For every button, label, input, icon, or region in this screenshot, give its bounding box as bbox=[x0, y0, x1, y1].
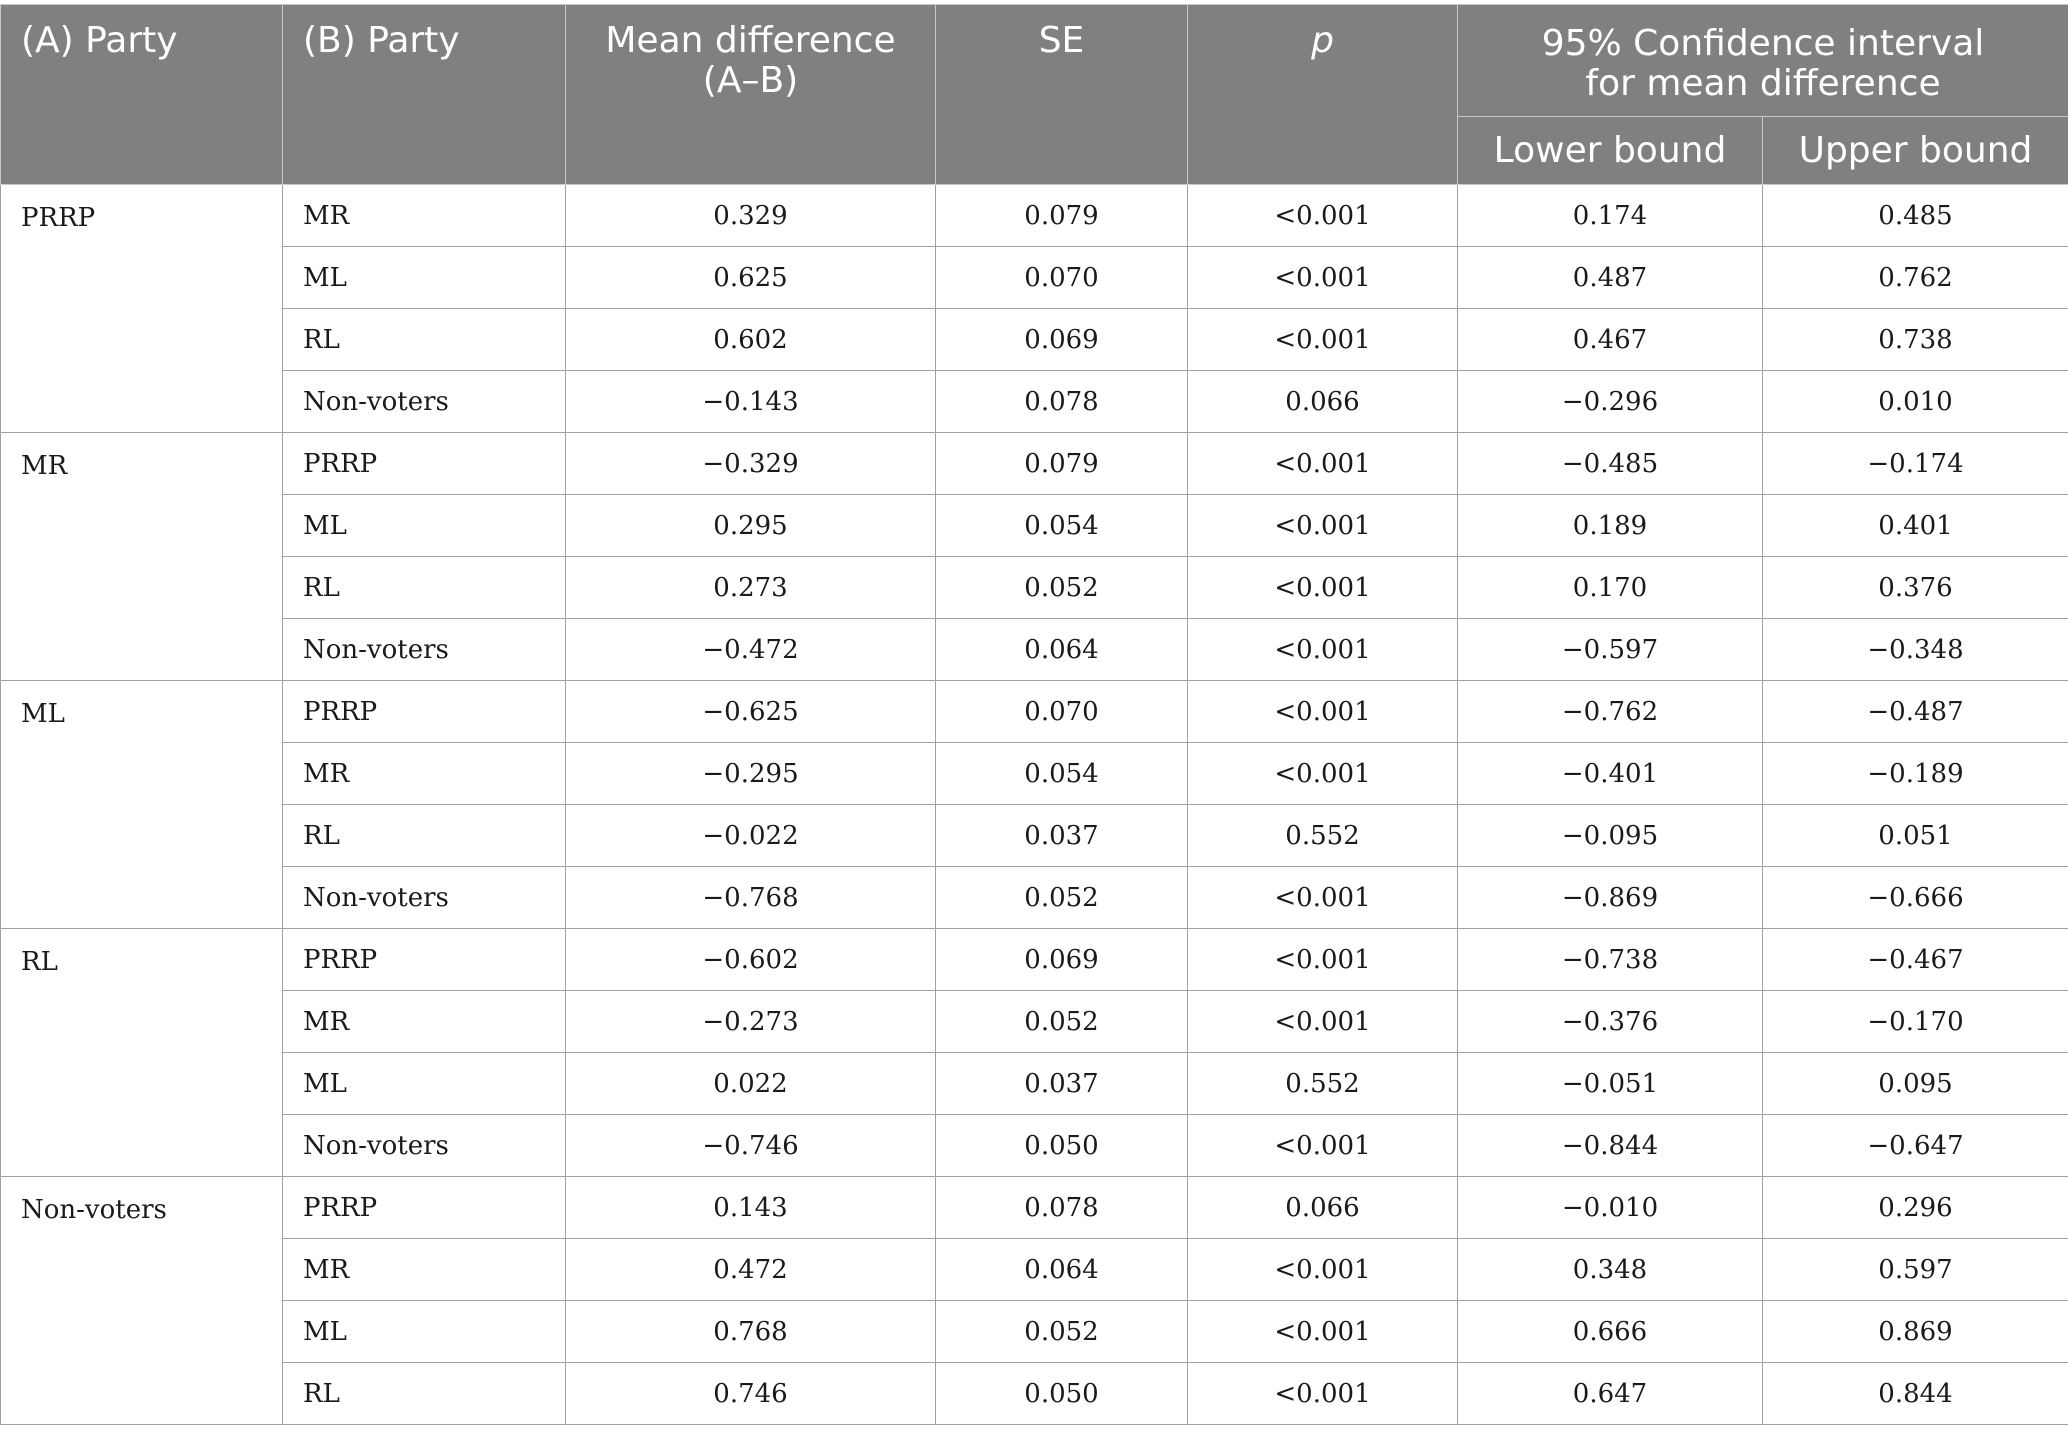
table-row bbox=[1, 1301, 2068, 1363]
mean-difference-cell: −0.472 bbox=[566, 619, 936, 681]
lower-bound-cell: −0.485 bbox=[1458, 433, 1763, 495]
party-b-cell: RL bbox=[283, 1363, 566, 1425]
mean-difference-cell: −0.329 bbox=[566, 433, 936, 495]
upper-bound-cell: −0.666 bbox=[1763, 867, 2068, 929]
se-cell: 0.078 bbox=[936, 371, 1188, 433]
lower-bound-cell: 0.348 bbox=[1458, 1239, 1763, 1301]
party-a-cell: MR bbox=[1, 433, 283, 681]
mean-difference-cell: −0.295 bbox=[566, 743, 936, 805]
p-value-cell: <0.001 bbox=[1188, 1301, 1458, 1363]
party-b-cell: RL bbox=[283, 309, 566, 371]
lower-bound-cell: −0.376 bbox=[1458, 991, 1763, 1053]
upper-bound-cell: 0.738 bbox=[1763, 309, 2068, 371]
table-row bbox=[1, 805, 2068, 867]
se-cell: 0.064 bbox=[936, 619, 1188, 681]
p-value-cell: <0.001 bbox=[1188, 681, 1458, 743]
p-value-cell: <0.001 bbox=[1188, 991, 1458, 1053]
p-value-cell: 0.552 bbox=[1188, 805, 1458, 867]
party-b-cell: MR bbox=[283, 1239, 566, 1301]
se-cell: 0.078 bbox=[936, 1177, 1188, 1239]
party-b-cell: PRRP bbox=[283, 433, 566, 495]
mean-difference-cell: 0.329 bbox=[566, 185, 936, 247]
table-row bbox=[1, 309, 2068, 371]
party-b-cell: MR bbox=[283, 185, 566, 247]
party-b-cell: PRRP bbox=[283, 1177, 566, 1239]
upper-bound-cell: 0.485 bbox=[1763, 185, 2068, 247]
upper-bound-cell: 0.869 bbox=[1763, 1301, 2068, 1363]
p-value-cell: 0.066 bbox=[1188, 371, 1458, 433]
table-row bbox=[1, 247, 2068, 309]
mean-difference-cell: 0.746 bbox=[566, 1363, 936, 1425]
lower-bound-cell: −0.010 bbox=[1458, 1177, 1763, 1239]
lower-bound-cell: 0.467 bbox=[1458, 309, 1763, 371]
table-row bbox=[1, 1239, 2068, 1301]
party-b-cell: RL bbox=[283, 557, 566, 619]
p-value-cell: <0.001 bbox=[1188, 495, 1458, 557]
upper-bound-cell: −0.348 bbox=[1763, 619, 2068, 681]
header-party-a: (A) Party bbox=[1, 5, 283, 185]
party-a-cell: ML bbox=[1, 681, 283, 929]
lower-bound-cell: 0.647 bbox=[1458, 1363, 1763, 1425]
header-confidence-interval-text: 95% Confidence interval for mean difference bbox=[1541, 22, 1985, 104]
table-row bbox=[1, 867, 2068, 929]
party-b-cell: MR bbox=[283, 991, 566, 1053]
upper-bound-cell: −0.170 bbox=[1763, 991, 2068, 1053]
comparison-table bbox=[0, 4, 2068, 1425]
se-cell: 0.052 bbox=[936, 991, 1188, 1053]
mean-difference-cell: −0.602 bbox=[566, 929, 936, 991]
se-cell: 0.070 bbox=[936, 681, 1188, 743]
p-value-cell: <0.001 bbox=[1188, 929, 1458, 991]
table-row bbox=[1, 1363, 2068, 1425]
mean-difference-cell: 0.295 bbox=[566, 495, 936, 557]
upper-bound-cell: 0.051 bbox=[1763, 805, 2068, 867]
p-value-cell: <0.001 bbox=[1188, 1115, 1458, 1177]
lower-bound-cell: −0.597 bbox=[1458, 619, 1763, 681]
mean-difference-cell: 0.625 bbox=[566, 247, 936, 309]
lower-bound-cell: −0.762 bbox=[1458, 681, 1763, 743]
upper-bound-cell: 0.597 bbox=[1763, 1239, 2068, 1301]
party-a-cell: Non-voters bbox=[1, 1177, 283, 1425]
party-b-cell: ML bbox=[283, 1053, 566, 1115]
lower-bound-cell: −0.738 bbox=[1458, 929, 1763, 991]
party-a-cell: PRRP bbox=[1, 185, 283, 433]
lower-bound-cell: −0.051 bbox=[1458, 1053, 1763, 1115]
lower-bound-cell: −0.844 bbox=[1458, 1115, 1763, 1177]
lower-bound-cell: 0.666 bbox=[1458, 1301, 1763, 1363]
p-value-cell: <0.001 bbox=[1188, 433, 1458, 495]
se-cell: 0.069 bbox=[936, 309, 1188, 371]
mean-difference-cell: −0.768 bbox=[566, 867, 936, 929]
party-b-cell: MR bbox=[283, 743, 566, 805]
upper-bound-cell: 0.296 bbox=[1763, 1177, 2068, 1239]
p-value-cell: <0.001 bbox=[1188, 247, 1458, 309]
se-cell: 0.064 bbox=[936, 1239, 1188, 1301]
header-mean-difference bbox=[566, 5, 936, 185]
se-cell: 0.050 bbox=[936, 1115, 1188, 1177]
p-value-cell: <0.001 bbox=[1188, 619, 1458, 681]
p-value-cell: <0.001 bbox=[1188, 309, 1458, 371]
mean-difference-cell: −0.143 bbox=[566, 371, 936, 433]
mean-difference-cell: −0.273 bbox=[566, 991, 936, 1053]
party-b-cell: ML bbox=[283, 247, 566, 309]
lower-bound-cell: −0.296 bbox=[1458, 371, 1763, 433]
se-cell: 0.052 bbox=[936, 557, 1188, 619]
header-lower-bound: Lower bound bbox=[1458, 117, 1763, 185]
upper-bound-cell: −0.174 bbox=[1763, 433, 2068, 495]
upper-bound-cell: −0.647 bbox=[1763, 1115, 2068, 1177]
mean-difference-cell: −0.022 bbox=[566, 805, 936, 867]
party-b-cell: ML bbox=[283, 495, 566, 557]
mean-difference-cell: 0.022 bbox=[566, 1053, 936, 1115]
party-b-cell: RL bbox=[283, 805, 566, 867]
se-cell: 0.050 bbox=[936, 1363, 1188, 1425]
se-cell: 0.037 bbox=[936, 1053, 1188, 1115]
upper-bound-cell: 0.010 bbox=[1763, 371, 2068, 433]
p-value-cell: <0.001 bbox=[1188, 557, 1458, 619]
lower-bound-cell: −0.095 bbox=[1458, 805, 1763, 867]
mean-difference-cell: 0.472 bbox=[566, 1239, 936, 1301]
party-a-cell: RL bbox=[1, 929, 283, 1177]
table-row bbox=[1, 433, 2068, 495]
party-b-cell: PRRP bbox=[283, 929, 566, 991]
mean-difference-cell: −0.746 bbox=[566, 1115, 936, 1177]
header-p: p bbox=[1188, 5, 1458, 185]
header-row-top bbox=[1, 5, 2068, 117]
table-row bbox=[1, 1177, 2068, 1239]
lower-bound-cell: 0.174 bbox=[1458, 185, 1763, 247]
mean-difference-cell: 0.273 bbox=[566, 557, 936, 619]
p-value-cell: 0.066 bbox=[1188, 1177, 1458, 1239]
header-mean-difference-text: Mean difference (A–B) bbox=[605, 20, 896, 101]
p-value-cell: <0.001 bbox=[1188, 867, 1458, 929]
se-cell: 0.054 bbox=[936, 743, 1188, 805]
upper-bound-cell: 0.401 bbox=[1763, 495, 2068, 557]
table-row bbox=[1, 1053, 2068, 1115]
party-b-cell: PRRP bbox=[283, 681, 566, 743]
lower-bound-cell: 0.170 bbox=[1458, 557, 1763, 619]
mean-difference-cell: 0.768 bbox=[566, 1301, 936, 1363]
mean-difference-cell: −0.625 bbox=[566, 681, 936, 743]
table-row bbox=[1, 371, 2068, 433]
table-header bbox=[1, 5, 2068, 185]
table-row bbox=[1, 1115, 2068, 1177]
p-value-cell: <0.001 bbox=[1188, 1363, 1458, 1425]
upper-bound-cell: 0.095 bbox=[1763, 1053, 2068, 1115]
table-row bbox=[1, 185, 2068, 247]
se-cell: 0.079 bbox=[936, 185, 1188, 247]
se-cell: 0.079 bbox=[936, 433, 1188, 495]
se-cell: 0.069 bbox=[936, 929, 1188, 991]
se-cell: 0.070 bbox=[936, 247, 1188, 309]
party-b-cell: Non-voters bbox=[283, 619, 566, 681]
header-party-b: (B) Party bbox=[283, 5, 566, 185]
p-value-cell: <0.001 bbox=[1188, 1239, 1458, 1301]
upper-bound-cell: −0.189 bbox=[1763, 743, 2068, 805]
table-body bbox=[1, 185, 2068, 1425]
table-row bbox=[1, 991, 2068, 1053]
header-se: SE bbox=[936, 5, 1188, 185]
header-upper-bound: Upper bound bbox=[1763, 117, 2068, 185]
party-b-cell: ML bbox=[283, 1301, 566, 1363]
party-b-cell: Non-voters bbox=[283, 867, 566, 929]
p-value-cell: <0.001 bbox=[1188, 743, 1458, 805]
table-row bbox=[1, 929, 2068, 991]
table-row bbox=[1, 743, 2068, 805]
table-row bbox=[1, 495, 2068, 557]
party-b-cell: Non-voters bbox=[283, 1115, 566, 1177]
table-row bbox=[1, 557, 2068, 619]
lower-bound-cell: −0.869 bbox=[1458, 867, 1763, 929]
upper-bound-cell: 0.376 bbox=[1763, 557, 2068, 619]
lower-bound-cell: 0.189 bbox=[1458, 495, 1763, 557]
table-row bbox=[1, 619, 2068, 681]
se-cell: 0.052 bbox=[936, 1301, 1188, 1363]
mean-difference-cell: 0.143 bbox=[566, 1177, 936, 1239]
lower-bound-cell: −0.401 bbox=[1458, 743, 1763, 805]
lower-bound-cell: 0.487 bbox=[1458, 247, 1763, 309]
party-b-cell: Non-voters bbox=[283, 371, 566, 433]
p-value-cell: 0.552 bbox=[1188, 1053, 1458, 1115]
header-confidence-interval bbox=[1458, 5, 2068, 117]
se-cell: 0.037 bbox=[936, 805, 1188, 867]
upper-bound-cell: 0.762 bbox=[1763, 247, 2068, 309]
upper-bound-cell: 0.844 bbox=[1763, 1363, 2068, 1425]
mean-difference-cell: 0.602 bbox=[566, 309, 936, 371]
upper-bound-cell: −0.467 bbox=[1763, 929, 2068, 991]
se-cell: 0.052 bbox=[936, 867, 1188, 929]
table-row bbox=[1, 681, 2068, 743]
upper-bound-cell: −0.487 bbox=[1763, 681, 2068, 743]
se-cell: 0.054 bbox=[936, 495, 1188, 557]
p-value-cell: <0.001 bbox=[1188, 185, 1458, 247]
